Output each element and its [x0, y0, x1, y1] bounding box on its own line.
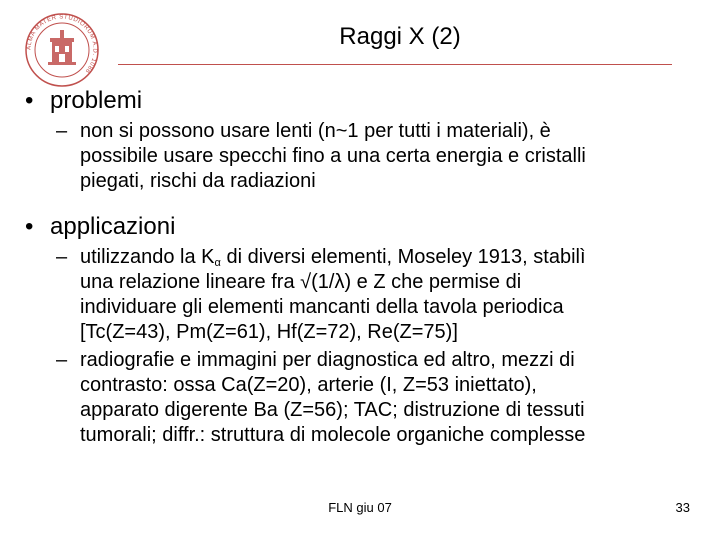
bullet-dot: • — [25, 213, 34, 240]
text-segment: utilizzando la K — [80, 246, 215, 268]
bullet-dot: • — [25, 87, 34, 114]
text-line: possibile usare specchi fino a una certa energia e cristalli — [80, 145, 586, 167]
seal-text: ALMA MATER STUDIORUM A.D. 1088 — [26, 14, 98, 75]
text-line: radiografie e immagini per diagnostica ed altro, mezzi di — [80, 349, 575, 371]
university-seal-logo — [24, 12, 100, 88]
sub-bullet-applicazioni-2 — [22, 348, 702, 448]
slide-title: Raggi X (2) — [339, 23, 461, 50]
sub-bullet-dash: – — [56, 246, 68, 268]
text-line: piegati, rischi da radiazioni — [80, 170, 316, 192]
bullet-heading: applicazioni — [50, 213, 176, 240]
sub-bullet-dash: – — [56, 120, 68, 142]
page-number: 33 — [675, 500, 690, 515]
title-divider — [118, 64, 672, 65]
subscript-alpha: α — [214, 257, 221, 269]
text-line: una relazione lineare fra √(1/λ) e Z che permise di — [80, 271, 522, 293]
text-segment: di diversi elementi, Moseley 1913, stabilì — [220, 246, 586, 268]
text-line: apparato digerente Ba (Z=56); TAC; distruzione di tessuti — [80, 399, 585, 421]
slide-body — [22, 80, 702, 448]
sub-bullet-problemi-1 — [22, 119, 702, 194]
bullet-applicazioni — [22, 212, 702, 242]
text-line: individuare gli elementi mancanti della tavola periodica — [80, 296, 564, 318]
sub-bullet-applicazioni-1 — [22, 245, 702, 345]
footer-label: FLN giu 07 — [328, 500, 392, 515]
sub-bullet-dash: – — [56, 349, 68, 371]
text-line — [80, 245, 702, 270]
text-line: [Tc(Z=43), Pm(Z=61), Hf(Z=72), Re(Z=75)] — [80, 321, 458, 343]
text-line: tumorali; diffr.: struttura di molecole organiche complesse — [80, 424, 586, 446]
text-line: contrasto: ossa Ca(Z=20), arterie (I, Z=53 iniettato), — [80, 374, 537, 396]
bullet-problemi — [22, 86, 702, 116]
bullet-heading: problemi — [50, 87, 143, 114]
text-line: non si possono usare lenti (n~1 per tutti i materiali), è — [80, 120, 551, 142]
